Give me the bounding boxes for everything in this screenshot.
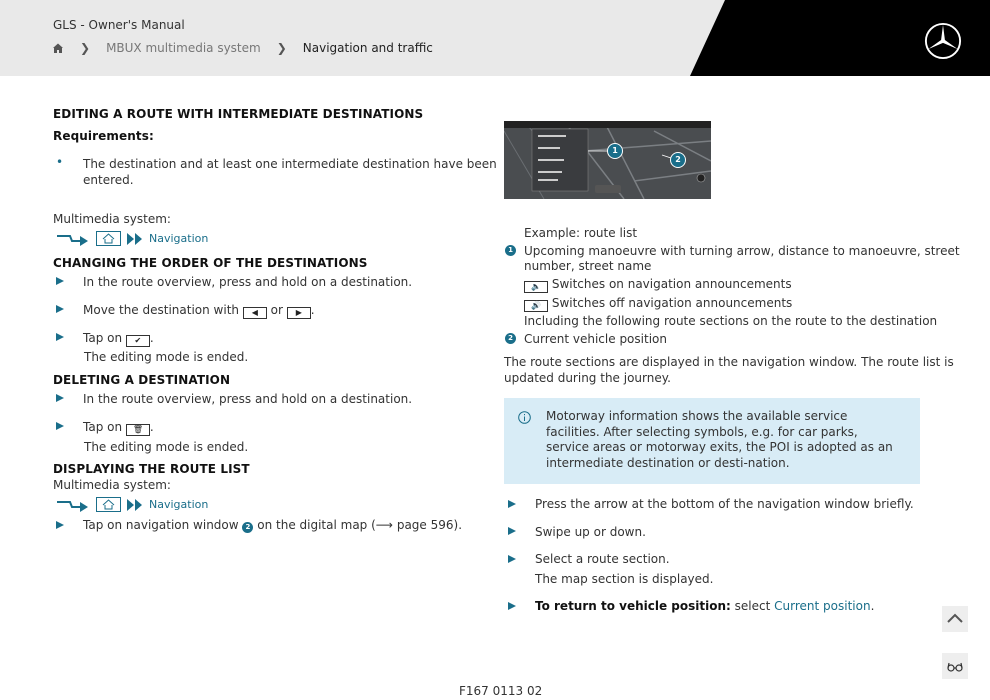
delete-step-2: Tap on 🗑 . [83,420,154,434]
requirement-text: The destination and at least one intermediate destination have been [83,157,497,171]
step-arrow-icon [508,602,516,610]
move-right-button-icon: ▶ [287,307,311,319]
legend-sub-2-text: Switches off navigation announcements [551,296,793,310]
return-text: select [734,599,771,613]
trash-button-icon: 🗑 [126,424,150,436]
legend-sub-2 [524,295,792,312]
section-title: EDITING A ROUTE WITH INTERMEDIATE DESTINATIONS [53,107,424,121]
glasses-button[interactable] [942,653,968,679]
including-text: Including the following route sections on the route to the destination [524,314,938,328]
double-arrow-icon [127,233,143,245]
glasses-icon [942,653,968,679]
step-arrow-icon [56,422,64,430]
nav-path [56,497,208,512]
requirement-text-cont: entered. [83,173,134,187]
announcements-on-icon: 🔈 [524,281,548,293]
manual-title: GLS - Owner's Manual [53,18,185,32]
mercedes-star-logo [924,22,962,60]
callout-2-icon: 2 [242,522,253,533]
step-arrow-icon [56,394,64,402]
chevron-up-icon [942,606,968,632]
example-caption: Example: route list [524,226,638,240]
change-step-3: Tap on ✔ . [83,331,154,345]
display-step-1-text-b: on the digital map ( [257,518,376,532]
header-bar [0,0,990,76]
footer-code: F167 0113 02 [459,684,543,698]
return-label: To return to vehicle position: [535,599,731,613]
delete-step-2-text: Tap on [83,420,123,434]
or-text: or [270,303,283,317]
bullet-icon: • [56,155,64,169]
step-arrow-icon [508,500,516,508]
current-position-link[interactable]: Current position [774,599,871,613]
step-arrow-icon [56,333,64,341]
delete-step-1: In the route overview, press and hold on a destination. [83,392,413,406]
callout-2-icon: 2 [505,333,516,344]
home-icon[interactable] [52,42,64,54]
navigation-link[interactable]: Navigation [149,498,209,511]
legend-sub-1 [524,276,792,293]
legend-item-1: Upcoming manoeuvre with turning arrow, distance to manoeuvre, street [524,244,960,258]
multimedia-label: Multimedia system: [53,212,171,226]
change-step-2-text: Move the destination with [83,303,240,317]
chevron-right-icon: ❯ [276,41,287,55]
legend-sub-1-text: Switches on navigation announcements [551,277,792,291]
change-step-2: Move the destination with ◀ or ▶ . [83,303,315,317]
route-paragraph: The route sections are displayed in the navigation window. The route list is [504,355,954,369]
route-step-3-result: The map section is displayed. [535,572,714,586]
home-button-icon [96,497,121,512]
route-step-1: Press the arrow at the bottom of the navigation window briefly. [535,497,914,511]
route-paragraph-cont: updated during the journey. [504,371,671,385]
step-arrow-icon [56,305,64,313]
double-arrow-icon [127,499,143,511]
requirements-label: Requirements: [53,129,154,143]
route-step-3: Select a route section. [535,552,670,566]
change-step-1: In the route overview, press and hold on a destination. [83,275,413,289]
change-step-3-result: The editing mode is ended. [84,350,249,364]
route-step-2: Swipe up or down. [535,525,646,539]
step-arrow-icon [56,277,64,285]
multimedia-label: Multimedia system: [53,478,171,492]
brand-panel [690,0,990,76]
page-reference-link[interactable]: page 596). [396,518,463,532]
change-order-title: CHANGING THE ORDER OF THE DESTINATIONS [53,256,368,270]
step-arrow-icon [56,521,64,529]
display-route-list-title: DISPLAYING THE ROUTE LIST [53,462,250,476]
step-arrow-icon [508,527,516,535]
breadcrumb-navigation[interactable]: Navigation and traffic [302,41,433,55]
legend-item-1-cont: number, street name [524,259,652,273]
navigation-link[interactable]: Navigation [149,232,209,245]
return-instruction: To return to vehicle position: select Current position. [535,599,875,613]
delete-title: DELETING A DESTINATION [53,373,231,387]
display-step-1-text: Tap on navigation window [83,518,239,532]
confirm-button-icon: ✔ [126,335,150,347]
info-icon [518,409,531,428]
route-list-screenshot [504,121,711,199]
step-arrow-icon [508,555,516,563]
legend-item-2: Current vehicle position [524,332,667,346]
home-button-icon [96,231,121,246]
breadcrumb [52,41,433,55]
move-left-button-icon: ◀ [243,307,267,319]
nav-path [56,231,208,246]
scroll-to-top-button[interactable] [942,606,968,632]
change-step-3-text: Tap on [83,331,123,345]
info-text: Motorway information shows the available service facilities. After selecting symbols, e.g. for car parks, service areas or motorway exits, the POI is adopted as an intermediate destination or desti-nation. [546,409,893,470]
cross-reference-arrow-icon: ⟶ [375,518,393,532]
display-step-1 [83,517,462,533]
screenshot-marker-2: 2 [670,152,686,168]
callout-1-icon: 1 [505,245,516,256]
delete-step-2-result: The editing mode is ended. [84,440,249,454]
chevron-right-icon: ❯ [80,41,91,55]
hand-arrow-icon [56,232,90,246]
announcements-off-icon: 🔊 [524,300,548,312]
screenshot-marker-1: 1 [607,143,623,159]
breadcrumb-mbux[interactable]: MBUX multimedia system [106,41,261,55]
hand-arrow-icon [56,498,90,512]
